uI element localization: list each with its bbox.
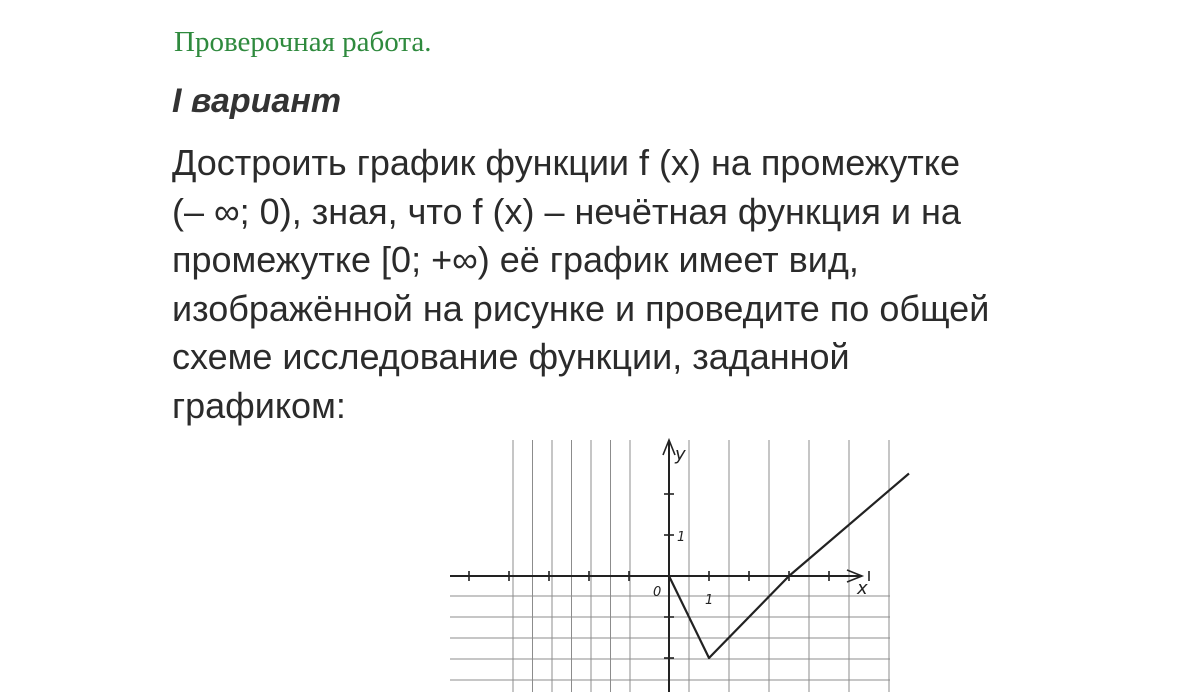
task-line: схеме исследование функции, заданной <box>172 336 850 378</box>
x-tick-one-label: 1 <box>705 593 714 608</box>
function-curve <box>669 474 909 659</box>
task-line: графиком: <box>172 384 346 426</box>
y-axis-label: y <box>675 444 686 465</box>
y-tick-one-label: 1 <box>677 530 686 545</box>
function-graph-figure <box>365 430 935 695</box>
task-line: изображённой на рисунке и проведите по общей <box>172 287 990 329</box>
function-graph <box>365 430 935 695</box>
task-text <box>172 139 1132 431</box>
origin-label: 0 <box>653 585 662 600</box>
task-line: Достроить график функции f (x) на промежутке <box>172 142 960 183</box>
x-axis-label: x <box>857 578 868 599</box>
task-line: промежутке [0; +∞) её график имеет вид, <box>172 239 859 281</box>
page-heading: Проверочная работа. <box>174 26 432 58</box>
variant-title: I вариант <box>172 82 342 120</box>
task-line: (– ∞; 0), зная, что f (x) – нечётная функция и на <box>172 190 961 232</box>
